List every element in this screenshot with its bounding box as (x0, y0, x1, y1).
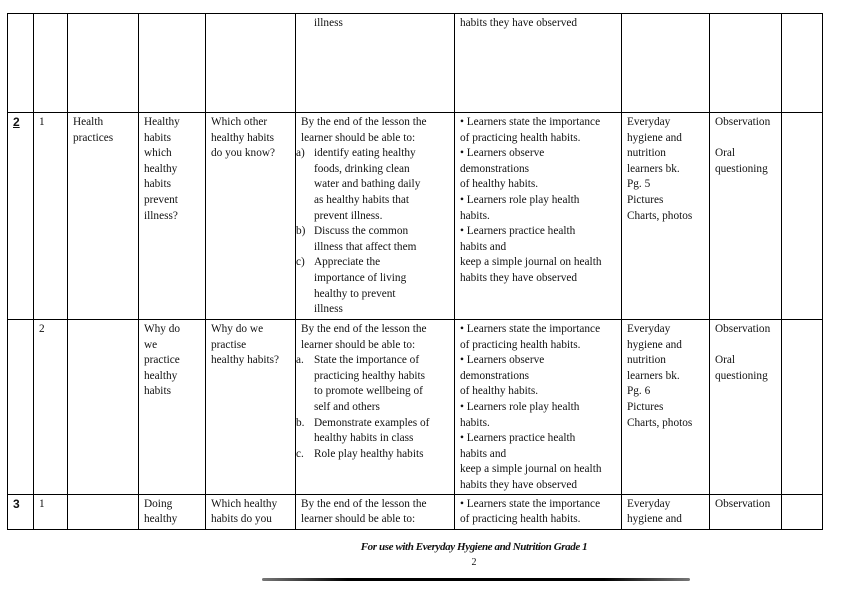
assessment-cell (710, 14, 782, 113)
cell-line (296, 447, 450, 463)
assessment-cell (710, 320, 782, 495)
list-marker: c) (296, 256, 305, 269)
assessment-cell (710, 113, 782, 320)
cell-line (715, 338, 777, 354)
cell-line: keep a simple journal on health (460, 463, 602, 476)
lesson-cell: 1 (34, 113, 68, 320)
cell-line: healthy habits (211, 131, 275, 144)
cell-line: hygiene and (627, 513, 682, 526)
substrand-cell (139, 494, 206, 529)
remarks-cell (782, 320, 823, 495)
lesson-cell: 2 (34, 320, 68, 495)
scheme-of-work-table (7, 13, 823, 530)
cell-line: learners bk. (627, 369, 680, 382)
cell-line: Doing (144, 497, 173, 510)
cell-line: Observation (715, 497, 771, 510)
cell-line: Observation (715, 323, 771, 335)
cell-line: • Learners observe (460, 147, 545, 160)
cell-line: Oral (715, 147, 736, 160)
outcomes-cell (296, 14, 455, 113)
remarks-cell (782, 14, 823, 113)
cell-line (296, 255, 450, 271)
cell-line (296, 224, 450, 240)
cell-line: habits. (460, 209, 490, 222)
activities-cell (455, 113, 622, 320)
table-row (8, 320, 823, 495)
cell-line (296, 146, 450, 162)
week-cell (8, 320, 34, 495)
question-cell (206, 320, 296, 495)
strand-cell (68, 494, 139, 529)
outcomes-cell (296, 113, 455, 320)
strand-cell (68, 113, 139, 320)
cell-line: nutrition (627, 147, 666, 160)
cell-line: Pictures (627, 400, 664, 413)
strand-cell (68, 14, 139, 113)
resources-cell (622, 14, 710, 113)
lesson-cell (34, 14, 68, 113)
cell-line: Healthy (144, 116, 180, 128)
cell-line: • Learners state the importance (460, 116, 601, 128)
cell-line: Charts, photos (627, 416, 693, 429)
cell-line: prevent (144, 193, 178, 206)
cell-line: as healthy habits that (314, 193, 410, 206)
cell-line: water and bathing daily (314, 178, 421, 191)
cell-line: Everyday (627, 323, 671, 335)
cell-line: practice (144, 354, 180, 367)
cell-line: Which other (211, 116, 268, 128)
cell-line: demonstrations (460, 369, 530, 382)
cell-line: By the end of the lesson the (301, 323, 427, 335)
substrand-cell (139, 320, 206, 495)
cell-line: Everyday (627, 116, 671, 128)
cell-line: Why do we (211, 323, 264, 335)
cell-line: illness (314, 303, 343, 316)
cell-line: do you know? (211, 147, 276, 160)
cell-line: healthy (144, 369, 178, 382)
cell-line: illness (314, 17, 343, 29)
substrand-cell (139, 14, 206, 113)
cell-line: practices (73, 131, 114, 144)
cell-line: • Learners practice health (460, 225, 576, 238)
cell-line: healthy to prevent (314, 287, 396, 300)
cell-line (296, 416, 450, 432)
cell-line: Everyday (627, 497, 671, 510)
cell-line: habits and (460, 447, 507, 460)
cell-line: Charts, photos (627, 209, 693, 222)
footer-text: For use with Everyday Hygiene and Nutrition Grade 1 (360, 541, 588, 553)
cell-line: foods, drinking clean (314, 162, 410, 175)
cell-line: habits (144, 131, 171, 144)
cell-line: keep a simple journal on health (460, 256, 602, 269)
cell-line: habits. (460, 416, 490, 429)
resources-cell (622, 113, 710, 320)
cell-line: healthy (144, 513, 178, 526)
cell-line: of practicing health habits. (460, 338, 581, 351)
resources-cell (622, 320, 710, 495)
cell-line: • Learners state the importance (460, 323, 601, 335)
cell-line: healthy habits in class (314, 432, 414, 445)
week-cell: 3 (8, 494, 34, 529)
cell-line: nutrition (627, 354, 666, 367)
cell-line: Which healthy (211, 497, 278, 510)
assessment-cell (710, 494, 782, 529)
question-cell (206, 14, 296, 113)
cell-line: questioning (715, 162, 768, 175)
cell-line: learner should be able to: (301, 513, 416, 526)
cell-line: learner should be able to: (301, 131, 416, 144)
cell-line: Pg. 6 (627, 385, 651, 398)
cell-line: Observation (715, 116, 771, 128)
cell-line: of healthy habits. (460, 385, 539, 398)
cell-line: illness? (144, 209, 178, 222)
list-item-text: Appreciate the (314, 256, 381, 269)
cell-line: Why do (144, 323, 181, 335)
cell-line: prevent illness. (314, 209, 383, 222)
cell-line: which (144, 147, 172, 160)
cell-line: Pictures (627, 193, 664, 206)
cell-line: of practicing health habits. (460, 513, 581, 526)
list-marker: b. (296, 416, 305, 429)
cell-line: learner should be able to: (301, 338, 416, 351)
substrand-cell (139, 113, 206, 320)
cell-line (296, 353, 450, 369)
list-item-text: Role play healthy habits (314, 447, 424, 460)
cell-line: of healthy habits. (460, 178, 539, 191)
cell-line: • Learners observe (460, 354, 545, 367)
cell-line: illness that affect them (314, 240, 417, 253)
cell-line: By the end of the lesson the (301, 497, 427, 510)
question-cell (206, 494, 296, 529)
week-cell (8, 14, 34, 113)
cell-line: habits and (460, 240, 507, 253)
cell-line: practise (211, 338, 247, 351)
cell-line: habits they have observed (460, 17, 578, 29)
cell-line: importance of living (314, 271, 407, 284)
activities-cell (455, 494, 622, 529)
cell-line: habits they have observed (460, 478, 578, 491)
cell-line: • Learners state the importance (460, 497, 601, 510)
list-marker: a) (296, 147, 305, 160)
remarks-cell (782, 494, 823, 529)
list-item-text: Discuss the common (314, 225, 409, 238)
week-cell: 2 (8, 113, 34, 320)
cell-line: Pg. 5 (627, 178, 651, 191)
cell-line: Oral (715, 354, 736, 367)
cell-line: demonstrations (460, 162, 530, 175)
list-marker: b) (296, 225, 306, 238)
activities-cell (455, 14, 622, 113)
cell-line: of practicing health habits. (460, 131, 581, 144)
table-row (8, 14, 823, 113)
list-marker: a. (296, 354, 304, 367)
footer-rule (262, 578, 690, 581)
cell-line (715, 131, 777, 147)
cell-line: healthy habits? (211, 354, 280, 367)
cell-line: By the end of the lesson the (301, 116, 427, 128)
cell-line: practicing healthy habits (314, 369, 426, 382)
table-row (8, 494, 823, 529)
remarks-cell (782, 113, 823, 320)
cell-line: habits they have observed (460, 271, 578, 284)
cell-line: • Learners role play health (460, 400, 580, 413)
cell-line: habits do you (211, 513, 272, 526)
cell-line: • Learners role play health (460, 193, 580, 206)
cell-line: we (144, 338, 158, 351)
strand-cell (68, 320, 139, 495)
list-item-text: identify eating healthy (314, 147, 416, 160)
table-row (8, 113, 823, 320)
cell-line: • Learners practice health (460, 432, 576, 445)
cell-line: Health (73, 116, 104, 128)
cell-line: self and others (314, 400, 380, 413)
lesson-cell: 1 (34, 494, 68, 529)
cell-line: to promote wellbeing of (314, 385, 423, 398)
cell-line: hygiene and (627, 338, 682, 351)
outcomes-cell (296, 320, 455, 495)
activities-cell (455, 320, 622, 495)
cell-line: healthy (144, 162, 178, 175)
page-number: 2 (471, 557, 477, 568)
resources-cell (622, 494, 710, 529)
cell-line: hygiene and (627, 131, 682, 144)
cell-line: habits (144, 178, 171, 191)
cell-line: habits (144, 385, 171, 398)
cell-line: learners bk. (627, 162, 680, 175)
list-item-text: State the importance of (314, 354, 420, 367)
cell-line: questioning (715, 369, 768, 382)
question-cell (206, 113, 296, 320)
outcomes-cell (296, 494, 455, 529)
list-item-text: Demonstrate examples of (314, 416, 430, 429)
list-marker: c. (296, 447, 304, 460)
